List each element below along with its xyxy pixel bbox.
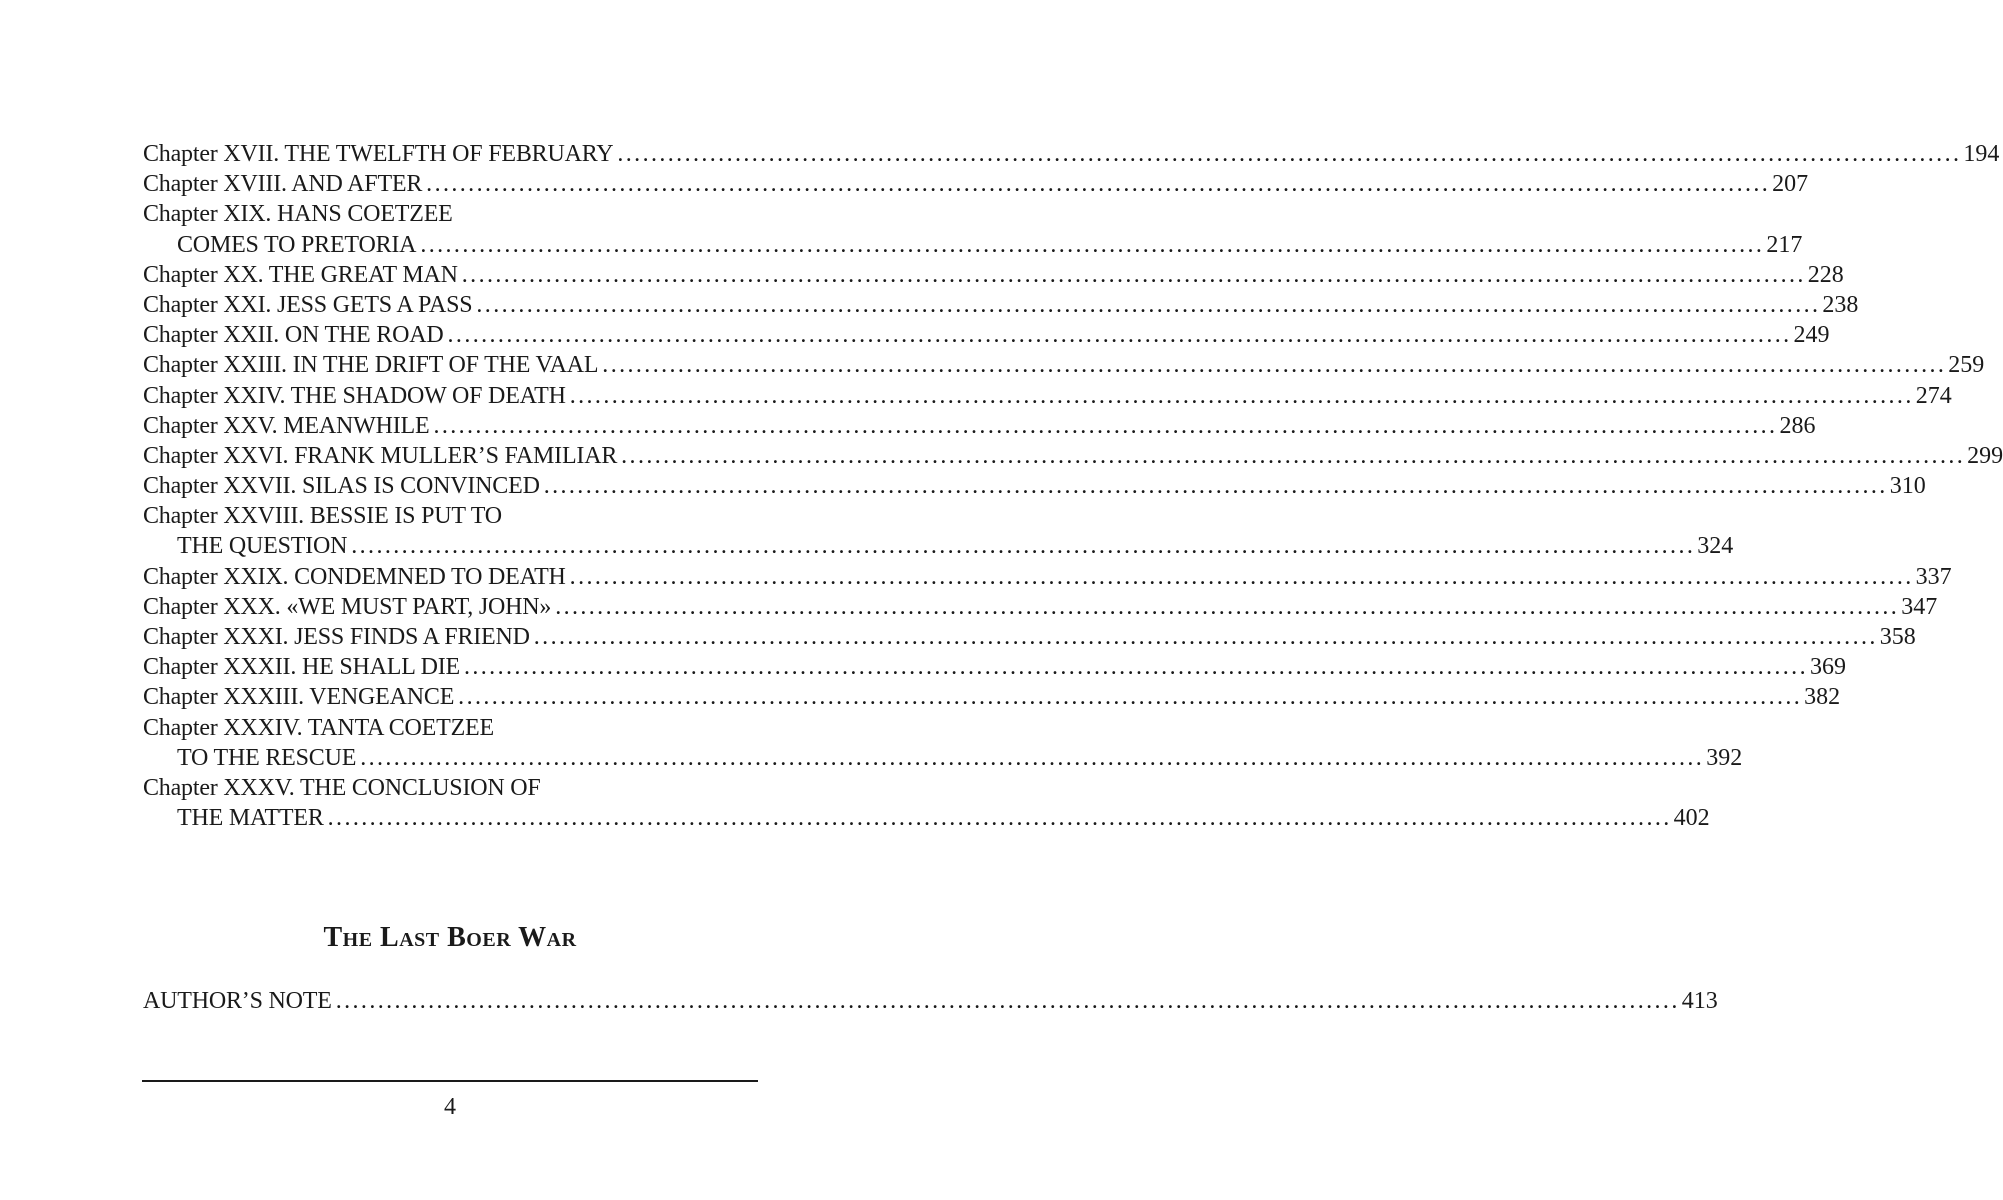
toc-entry-page: 310: [1889, 473, 1926, 500]
toc-entry: [143, 290, 1859, 320]
toc-entry-page: 274: [1915, 382, 1952, 409]
toc-entry-page: 194: [1963, 141, 2000, 167]
toc-entry: [143, 501, 1734, 561]
toc-entry-title: AUTHOR’S NOTE: [143, 988, 332, 1014]
page-number: 4: [444, 1094, 456, 1120]
toc-entry: [143, 592, 1938, 622]
toc-entry-title: Chapter XX. THE GREAT MAN: [143, 261, 458, 288]
toc-entry: [143, 381, 1952, 411]
dot-leader: ................................................................................................................................................................: [602, 352, 1947, 379]
dot-leader: ................................................................................................................................................................: [426, 171, 1771, 198]
toc-entry-line: [143, 682, 1841, 712]
toc-entry: [143, 713, 1743, 773]
toc-entry-line: [143, 986, 1718, 1016]
dot-leader: ................................................................................................................................................................: [461, 261, 1806, 288]
dot-leader: ................................................................................................................................................................: [569, 563, 1914, 590]
toc-entry-page: 299: [1967, 442, 2003, 469]
toc-entry-line: [143, 411, 1816, 441]
toc-entry-first-line: [143, 713, 749, 743]
toc-entry: [143, 169, 1809, 199]
toc-entry: [143, 411, 1816, 441]
toc-entry-line: [143, 139, 2000, 169]
toc-entry-page: 207: [1772, 171, 1809, 198]
toc-entry-title: Chapter XXII. ON THE ROAD: [143, 322, 444, 349]
footer-rule: [142, 1080, 758, 1082]
toc-entry: [143, 622, 1916, 652]
toc-entry-line: [143, 260, 1844, 290]
dot-leader: ................................................................................................................................................................: [447, 322, 1792, 349]
toc-entry-line: [143, 290, 1859, 320]
dot-leader: ................................................................................................................................................................: [533, 624, 1878, 650]
toc-entry-title: Chapter XXXI. JESS FINDS A FRIEND: [143, 624, 530, 650]
toc-entry: [143, 562, 1952, 592]
table-of-contents: [143, 139, 2003, 833]
toc-entry-title: Chapter XVIII. AND AFTER: [143, 171, 423, 198]
toc-entry-page: 324: [1697, 533, 1734, 560]
toc-entry-line: [143, 652, 1846, 682]
toc-entry-page: 259: [1948, 352, 1985, 379]
toc-entry-page: 286: [1779, 412, 1816, 439]
section-heading: The Last Boer War: [323, 922, 577, 953]
table-of-contents-secondary: [143, 986, 1718, 1016]
toc-entry-page: 217: [1766, 231, 1803, 258]
toc-entry-title-continuation: COMES TO PRETORIA: [177, 231, 417, 258]
toc-entry-continuation-line: [143, 743, 1743, 773]
dot-leader: ................................................................................................................................................................: [569, 382, 1914, 409]
toc-entry: [143, 986, 1718, 1016]
dot-leader: ................................................................................................................................................................: [463, 654, 1808, 681]
toc-entry-title: Chapter XVII. THE TWELFTH OF FEBRUARY: [143, 141, 614, 167]
dot-leader: ................................................................................................................................................................: [420, 231, 1765, 258]
toc-entry-title-continuation: TO THE RESCUE: [177, 744, 357, 771]
toc-entry-title: Chapter XXXV. THE CONCLUSION OF: [143, 774, 541, 801]
toc-entry-page: 382: [1804, 684, 1841, 711]
toc-entry: [143, 350, 1985, 380]
toc-entry: [143, 441, 2003, 471]
toc-entry-page: 249: [1793, 322, 1830, 349]
dot-leader: ................................................................................................................................................................: [327, 805, 1672, 832]
toc-entry-line: [143, 320, 1830, 350]
toc-entry-title: Chapter XXVIII. BESSIE IS PUT TO: [143, 503, 502, 530]
toc-entry-title: Chapter XXIV. THE SHADOW OF DEATH: [143, 382, 566, 409]
toc-entry-title: Chapter XXX. «WE MUST PART, JOHN»: [143, 593, 552, 620]
dot-leader: ................................................................................................................................................................: [433, 412, 1778, 439]
dot-leader: ................................................................................................................................................................: [543, 473, 1888, 500]
toc-entry-title: Chapter XXIX. CONDEMNED TO DEATH: [143, 563, 566, 590]
toc-entry-first-line: [143, 773, 749, 803]
toc-entry-page: 402: [1673, 805, 1710, 832]
toc-entry: [143, 199, 1803, 259]
toc-entry-page: 228: [1807, 261, 1844, 288]
dot-leader: ................................................................................................................................................................: [617, 141, 1962, 167]
dot-leader: ................................................................................................................................................................: [621, 442, 1966, 469]
toc-entry-continuation-line: [143, 531, 1734, 561]
toc-entry-first-line: [143, 199, 749, 229]
toc-entry-title-continuation: THE QUESTION: [177, 533, 348, 560]
toc-entry-line: [143, 622, 1916, 652]
toc-entry-title: Chapter XXXIV. TANTA COETZEE: [143, 714, 494, 741]
toc-entry-line: [143, 169, 1809, 199]
toc-entry-title: Chapter XXV. MEANWHILE: [143, 412, 430, 439]
toc-entry-continuation-line: [143, 803, 1710, 833]
toc-entry: [143, 652, 1846, 682]
toc-entry: [143, 260, 1844, 290]
toc-entry-title: Chapter XXXII. HE SHALL DIE: [143, 654, 460, 681]
toc-entry-line: [143, 381, 1952, 411]
toc-entry-title: Chapter XIX. HANS COETZEE: [143, 201, 453, 228]
toc-entry-title: Chapter XXI. JESS GETS A PASS: [143, 291, 473, 318]
toc-entry-page: 337: [1915, 563, 1952, 590]
toc-entry-title: Chapter XXXIII. VENGEANCE: [143, 684, 455, 711]
dot-leader: ................................................................................................................................................................: [360, 744, 1705, 771]
toc-entry-page: 413: [1681, 988, 1718, 1014]
toc-entry: [143, 682, 1841, 712]
dot-leader: ................................................................................................................................................................: [335, 988, 1680, 1014]
toc-entry-continuation-line: [143, 230, 1803, 260]
toc-entry-line: [143, 592, 1938, 622]
toc-entry-page: 369: [1809, 654, 1846, 681]
toc-entry-title-continuation: THE MATTER: [177, 805, 324, 832]
dot-leader: ................................................................................................................................................................: [476, 291, 1821, 318]
toc-entry-line: [143, 471, 1926, 501]
toc-entry-page: 238: [1822, 291, 1859, 318]
toc-entry-line: [143, 562, 1952, 592]
toc-entry-line: [143, 441, 2003, 471]
toc-entry: [143, 320, 1830, 350]
toc-entry-first-line: [143, 501, 749, 531]
toc-entry-title: Chapter XXVI. FRANK MULLER’S FAMILIAR: [143, 442, 618, 469]
dot-leader: ................................................................................................................................................................: [458, 684, 1803, 711]
toc-entry-title: Chapter XXVII. SILAS IS CONVINCED: [143, 473, 540, 500]
toc-entry-title: Chapter XXIII. IN THE DRIFT OF THE VAAL: [143, 352, 599, 379]
toc-entry-page: 347: [1901, 593, 1938, 620]
dot-leader: ................................................................................................................................................................: [351, 533, 1696, 560]
toc-entry: [143, 471, 1926, 501]
toc-entry: [143, 773, 1710, 833]
toc-entry: [143, 139, 2000, 169]
toc-entry-line: [143, 350, 1985, 380]
dot-leader: ................................................................................................................................................................: [555, 593, 1900, 620]
toc-entry-page: 358: [1879, 624, 1916, 650]
toc-entry-page: 392: [1706, 744, 1743, 771]
